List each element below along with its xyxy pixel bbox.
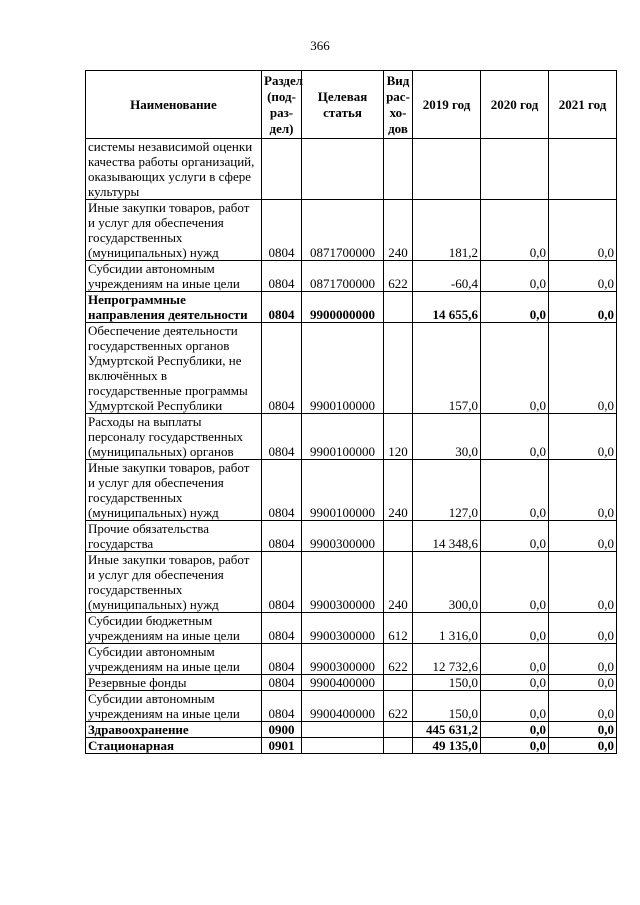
cell-name: Субсидии автономным учреждениям на иные цели xyxy=(86,261,262,292)
cell-expense-type xyxy=(384,292,413,323)
table-row xyxy=(86,613,617,644)
cell-expense-type: 622 xyxy=(384,691,413,722)
table-row xyxy=(86,675,617,691)
cell-2021: 0,0 xyxy=(549,292,617,323)
cell-2019: 150,0 xyxy=(413,691,481,722)
cell-section: 0901 xyxy=(262,738,302,754)
cell-2021: 0,0 xyxy=(549,691,617,722)
cell-expense-type: 120 xyxy=(384,414,413,460)
cell-name: Иные закупки товаров, работ и услуг для обеспечения государственных (муниципальных) нужд xyxy=(86,460,262,521)
cell-expense-type: 240 xyxy=(384,460,413,521)
page-number: 366 xyxy=(310,38,330,53)
cell-article: 9900100000 xyxy=(302,460,384,521)
cell-2019: 30,0 xyxy=(413,414,481,460)
cell-section: 0804 xyxy=(262,552,302,613)
cell-name: Здравоохранение xyxy=(86,722,262,738)
cell-2019: 14 655,6 xyxy=(413,292,481,323)
cell-section: 0804 xyxy=(262,644,302,675)
cell-expense-type: 240 xyxy=(384,552,413,613)
cell-expense-type xyxy=(384,139,413,200)
table-row xyxy=(86,644,617,675)
cell-article: 9900300000 xyxy=(302,521,384,552)
table-row xyxy=(86,521,617,552)
cell-2019: 445 631,2 xyxy=(413,722,481,738)
cell-2021: 0,0 xyxy=(549,521,617,552)
cell-2020 xyxy=(481,139,549,200)
cell-2020: 0,0 xyxy=(481,691,549,722)
table-row xyxy=(86,738,617,754)
cell-name: Резервные фонды xyxy=(86,675,262,691)
cell-expense-type xyxy=(384,521,413,552)
cell-2019: 157,0 xyxy=(413,323,481,414)
cell-section: 0900 xyxy=(262,722,302,738)
cell-article: 9900000000 xyxy=(302,292,384,323)
cell-article: 0871700000 xyxy=(302,200,384,261)
cell-2021: 0,0 xyxy=(549,323,617,414)
cell-2019: 300,0 xyxy=(413,552,481,613)
cell-article: 9900300000 xyxy=(302,644,384,675)
cell-name: Стационарная xyxy=(86,738,262,754)
cell-section: 0804 xyxy=(262,675,302,691)
cell-article: 9900100000 xyxy=(302,323,384,414)
cell-2020: 0,0 xyxy=(481,292,549,323)
table-row xyxy=(86,323,617,414)
header-2020: 2020 год xyxy=(481,71,549,139)
cell-section xyxy=(262,139,302,200)
cell-2019: -60,4 xyxy=(413,261,481,292)
cell-2020: 0,0 xyxy=(481,414,549,460)
header-expense-type: Вид рас-хо-дов xyxy=(384,71,413,139)
cell-expense-type xyxy=(384,738,413,754)
cell-article: 0871700000 xyxy=(302,261,384,292)
table-row xyxy=(86,414,617,460)
cell-2020: 0,0 xyxy=(481,738,549,754)
cell-2021: 0,0 xyxy=(549,460,617,521)
cell-2019: 181,2 xyxy=(413,200,481,261)
cell-2021: 0,0 xyxy=(549,722,617,738)
cell-section: 0804 xyxy=(262,323,302,414)
cell-section: 0804 xyxy=(262,691,302,722)
table-row xyxy=(86,691,617,722)
cell-expense-type: 612 xyxy=(384,613,413,644)
cell-2019: 49 135,0 xyxy=(413,738,481,754)
cell-2020: 0,0 xyxy=(481,261,549,292)
cell-2020: 0,0 xyxy=(481,200,549,261)
header-2019: 2019 год xyxy=(413,71,481,139)
cell-2021: 0,0 xyxy=(549,200,617,261)
cell-2020: 0,0 xyxy=(481,323,549,414)
table-row xyxy=(86,292,617,323)
cell-section: 0804 xyxy=(262,414,302,460)
cell-2019: 150,0 xyxy=(413,675,481,691)
cell-2021: 0,0 xyxy=(549,644,617,675)
cell-article xyxy=(302,139,384,200)
cell-2020: 0,0 xyxy=(481,644,549,675)
cell-2020: 0,0 xyxy=(481,521,549,552)
cell-2019: 127,0 xyxy=(413,460,481,521)
cell-section: 0804 xyxy=(262,261,302,292)
cell-2020: 0,0 xyxy=(481,613,549,644)
header-2021: 2021 год xyxy=(549,71,617,139)
cell-name: Иные закупки товаров, работ и услуг для обеспечения государственных (муниципальных) нужд xyxy=(86,552,262,613)
cell-2020: 0,0 xyxy=(481,552,549,613)
cell-name: Субсидии бюджетным учреждениям на иные цели xyxy=(86,613,262,644)
cell-article: 9900300000 xyxy=(302,613,384,644)
table-row xyxy=(86,552,617,613)
table-row xyxy=(86,200,617,261)
cell-2021: 0,0 xyxy=(549,738,617,754)
cell-name: Субсидии автономным учреждениям на иные цели xyxy=(86,691,262,722)
cell-2021: 0,0 xyxy=(549,675,617,691)
header-section: Раздел (под-раз-дел) xyxy=(262,71,302,139)
cell-section: 0804 xyxy=(262,200,302,261)
cell-2021: 0,0 xyxy=(549,261,617,292)
cell-article: 9900100000 xyxy=(302,414,384,460)
cell-section: 0804 xyxy=(262,460,302,521)
table-row xyxy=(86,722,617,738)
cell-expense-type: 240 xyxy=(384,200,413,261)
cell-article: 9900300000 xyxy=(302,552,384,613)
cell-2021: 0,0 xyxy=(549,613,617,644)
cell-2021: 0,0 xyxy=(549,414,617,460)
table-row xyxy=(86,460,617,521)
cell-2019: 12 732,6 xyxy=(413,644,481,675)
cell-name: Обеспечение деятельности государственных органов Удмуртской Республики, не включённых в государственные программы Удмуртской Республики xyxy=(86,323,262,414)
cell-2021: 0,0 xyxy=(549,552,617,613)
cell-2020: 0,0 xyxy=(481,675,549,691)
header-name: Наименование xyxy=(86,71,262,139)
cell-expense-type xyxy=(384,323,413,414)
cell-2019: 14 348,6 xyxy=(413,521,481,552)
cell-name: Расходы на выплаты персоналу государственных (муниципальных) органов xyxy=(86,414,262,460)
cell-article xyxy=(302,722,384,738)
cell-expense-type xyxy=(384,675,413,691)
cell-2019: 1 316,0 xyxy=(413,613,481,644)
table-row xyxy=(86,261,617,292)
cell-article: 9900400000 xyxy=(302,691,384,722)
cell-2021 xyxy=(549,139,617,200)
cell-section: 0804 xyxy=(262,613,302,644)
cell-2019 xyxy=(413,139,481,200)
cell-name: Непрограммные направления деятельности xyxy=(86,292,262,323)
cell-expense-type xyxy=(384,722,413,738)
cell-name: Прочие обязательства государства xyxy=(86,521,262,552)
cell-section: 0804 xyxy=(262,521,302,552)
header-row xyxy=(86,71,617,139)
header-article: Целевая статья xyxy=(302,71,384,139)
cell-2020: 0,0 xyxy=(481,722,549,738)
cell-expense-type: 622 xyxy=(384,261,413,292)
cell-section: 0804 xyxy=(262,292,302,323)
cell-2020: 0,0 xyxy=(481,460,549,521)
budget-table xyxy=(85,70,617,754)
cell-article: 9900400000 xyxy=(302,675,384,691)
cell-article xyxy=(302,738,384,754)
cell-expense-type: 622 xyxy=(384,644,413,675)
cell-name: Субсидии автономным учреждениям на иные цели xyxy=(86,644,262,675)
table-row xyxy=(86,139,617,200)
cell-name: Иные закупки товаров, работ и услуг для обеспечения государственных (муниципальных) нужд xyxy=(86,200,262,261)
cell-name: системы независимой оценки качества работы организаций, оказывающих услуги в сфере культуры xyxy=(86,139,262,200)
